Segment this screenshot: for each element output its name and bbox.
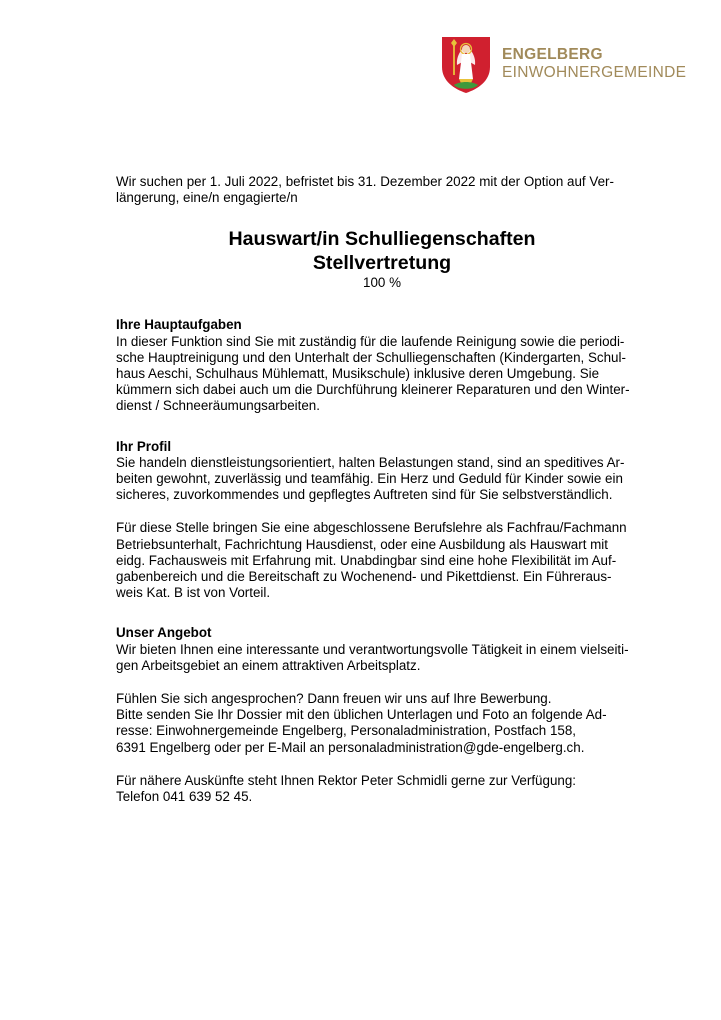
- body-line: gabenbereich und die Bereitschaft zu Wochenend- und Pikettdienst. Ein Führeraus-: [116, 569, 612, 585]
- body-line: gen Arbeitsgebiet an einem attraktiven Arbeitsplatz.: [116, 657, 421, 673]
- job-subtitle: Stellvertretung: [312, 251, 452, 274]
- title-block: [116, 228, 648, 291]
- logo-line1: ENGELBERG: [502, 46, 603, 63]
- body-line: In dieser Funktion sind Sie mit zuständig für die laufende Reinigung sowie die periodi-: [116, 333, 625, 349]
- section-bewerbung: [116, 691, 648, 756]
- body-line: Für nähere Auskünfte steht Ihnen Rektor Peter Schmidli gerne zur Verfügung:: [116, 772, 577, 788]
- body-line: Fühlen Sie sich angesprochen? Dann freuen wir uns auf Ihre Bewerbung.: [116, 691, 552, 707]
- intro-line: Wir suchen per 1. Juli 2022, befristet bis 31. Dezember 2022 mit der Option auf Ver-: [116, 174, 614, 189]
- body-line: Bitte senden Sie Ihr Dossier mit den üblichen Unterlagen und Foto an folgende Ad-: [116, 707, 607, 723]
- section-heading: Ihre Hauptaufgaben: [116, 317, 242, 333]
- section-heading: Unser Angebot: [116, 625, 212, 641]
- body-line: kümmern sich dabei auch um die Durchführung kleinerer Reparaturen und den Winter-: [116, 382, 630, 398]
- body-line: Telefon 041 639 52 45.: [116, 789, 253, 805]
- body-line: Betriebsunterhalt, Fachrichtung Hausdienst, oder eine Ausbildung als Hauswart mit: [116, 536, 609, 552]
- job-title: Hauswart/in Schulliegenschaften: [228, 228, 536, 251]
- body-line: sche Hauptreinigung und den Unterhalt der Schulliegenschaften (Kindergarten, Schul-: [116, 349, 626, 365]
- intro-line: längerung, eine/n engagierte/n: [116, 190, 298, 206]
- body-line: 6391 Engelberg oder per E-Mail an personaladministration@gde-engelberg.ch.: [116, 739, 585, 755]
- section-profil: [116, 439, 648, 602]
- section-heading: Ihr Profil: [116, 438, 172, 454]
- angel-crest-icon: [440, 35, 492, 95]
- section-kontakt: [116, 773, 648, 805]
- workload-percent: 100 %: [363, 275, 401, 291]
- body-line: weis Kat. B ist von Vorteil.: [116, 585, 271, 601]
- body-line: sicheres, zuvorkommendes und gepflegtes Auftreten sind für Sie selbstverständlich.: [116, 487, 613, 503]
- job-advertisement: [116, 174, 648, 805]
- section-angebot: [116, 625, 648, 674]
- section-hauptaufgaben: [116, 317, 648, 414]
- body-line: Sie handeln dienstleistungsorientiert, halten Belastungen stand, sind an speditives Ar-: [116, 454, 625, 470]
- engelberg-logo: [440, 35, 687, 97]
- body-line: Für diese Stelle bringen Sie eine abgeschlossene Berufslehre als Fachfrau/Fachmann: [116, 520, 627, 536]
- body-line: Wir bieten Ihnen eine interessante und verantwortungsvolle Tätigkeit in einem vielseiti-: [116, 641, 629, 657]
- body-line: beiten gewohnt, zuverlässig und teamfähig. Ein Herz und Geduld für Kinder sowie ein: [116, 471, 623, 487]
- body-line: eidg. Fachausweis mit Erfahrung mit. Unabdingbar sind eine hohe Flexibilität im Auf-: [116, 552, 617, 568]
- intro: [116, 174, 648, 206]
- body-line: resse: Einwohnergemeinde Engelberg, Personaladministration, Postfach 158,: [116, 723, 577, 739]
- body-line: dienst / Schneeräumungsarbeiten.: [116, 398, 320, 414]
- body-line: haus Aeschi, Schulhaus Mühlematt, Musikschule) inklusive deren Umgebung. Sie: [116, 366, 600, 382]
- logo-line2: EINWOHNERGEMEINDE: [502, 64, 687, 81]
